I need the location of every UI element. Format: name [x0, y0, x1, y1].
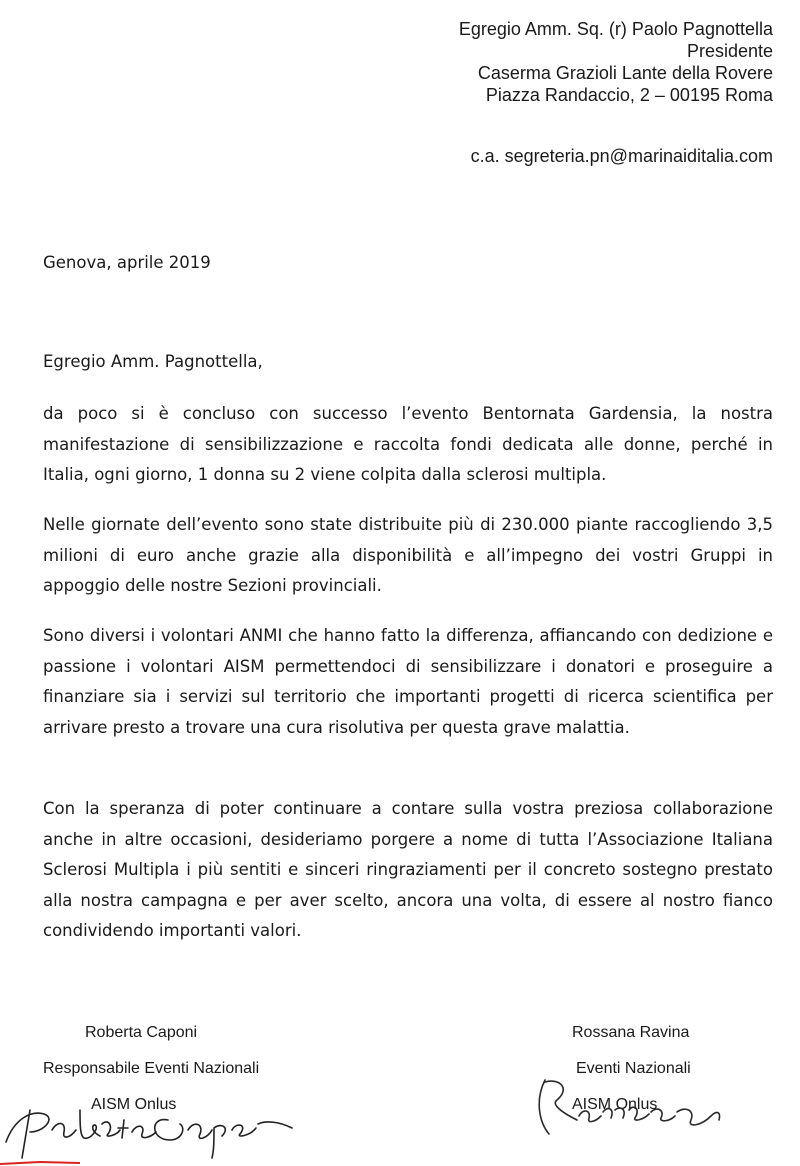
place-date: Genova, aprile 2019	[43, 253, 211, 272]
recipient-name: Egregio Amm. Sq. (r) Paolo Pagnottella	[458, 19, 773, 39]
salutation: Egregio Amm. Pagnottella,	[43, 352, 263, 371]
paragraph-2: Nelle giornate dell’evento sono state distribuite più di 230.000 piante raccogliendo 3,5 milioni di euro anche grazie alla disponibilità e all’impegno dei vostri Gruppi in appoggio delle nostre Sezioni provinciali.	[43, 515, 773, 595]
bottom-red-mark	[0, 1158, 800, 1166]
left-handwritten-signature	[0, 1080, 300, 1166]
right-signatory-role: Eventi Nazionali	[576, 1060, 691, 1077]
right-signatory-org: AISM Onlus	[572, 1096, 658, 1113]
left-signatory-org: AISM Onlus	[91, 1096, 177, 1113]
right-signatory-name: Rossana Ravina	[572, 1024, 690, 1041]
recipient-street: Piazza Randaccio, 2 – 00195 Roma	[485, 85, 773, 105]
left-signatory-name: Roberta Caponi	[85, 1024, 198, 1041]
recipient-contact-email: c.a. segreteria.pn@marinaiditalia.com	[470, 146, 773, 166]
recipient-title: Presidente	[686, 41, 773, 61]
paragraph-4: Con la speranza di poter continuare a contare sulla vostra preziosa collaborazione anche in altre occasioni, desideriamo porgere a nome di tutta l’Associazione Italiana Sclerosi Multipla i più sentiti e sinceri ringraziamenti per il concreto sostegno prestato alla nostra campagna e per aver scelto, ancora una volta, di essere al nostro fianco condividendo importanti valori.	[43, 799, 773, 940]
paragraph-1: da poco si è concluso con successo l’evento Bentornata Gardensia, la nostra manifestazione di sensibilizzazione e raccolta fondi dedicata alle donne, perché in Italia, ogni giorno, 1 donna su 2 viene colpita dalla sclerosi multipla.	[43, 404, 773, 484]
recipient-address	[459, 18, 773, 106]
left-signatory-role: Responsabile Eventi Nazionali	[43, 1060, 260, 1077]
paragraph-3: Sono diversi i volontari ANMI che hanno fatto la differenza, affiancando con dedizione e passione i volontari AISM permettendoci di sensibilizzare i donatori e proseguire a finanziare sia i servizi sul territorio che importanti progetti di ricerca scientifica per arrivare presto a trovare una cura risolutiva per questa grave malattia.	[43, 626, 773, 737]
recipient-building: Caserma Grazioli Lante della Rovere	[477, 63, 773, 83]
